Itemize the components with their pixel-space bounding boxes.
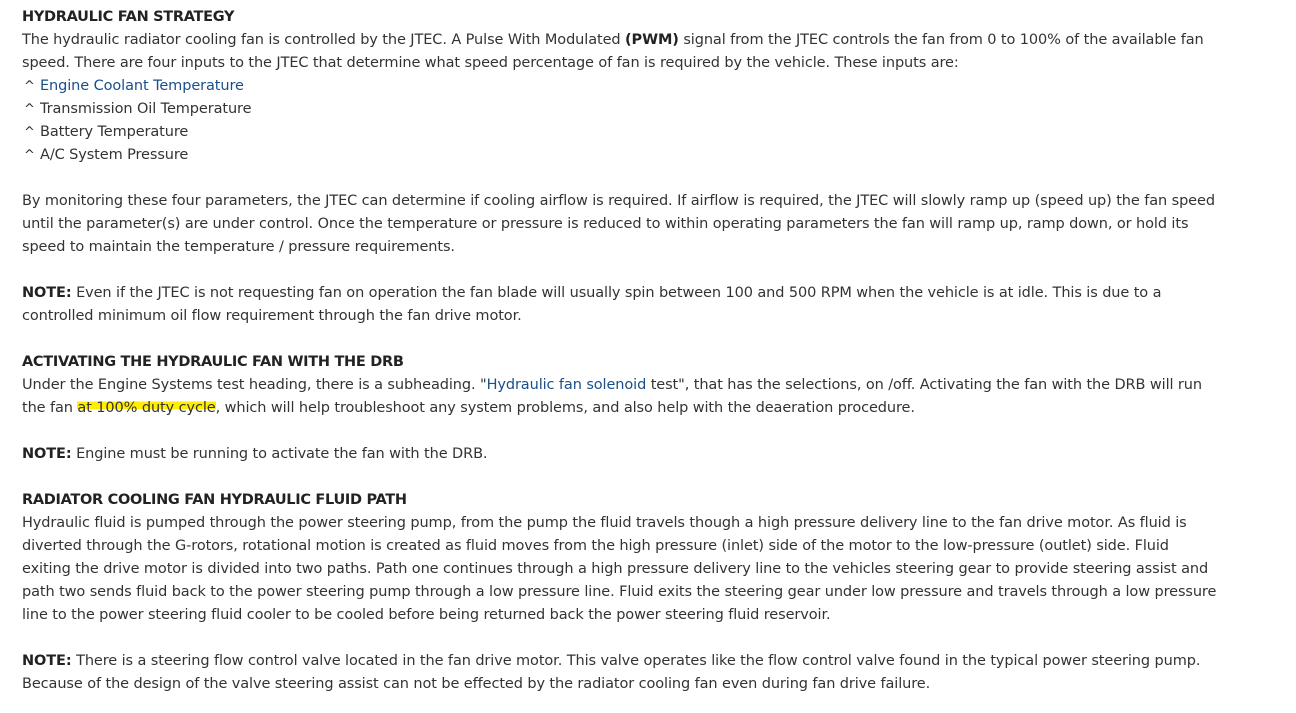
note-text: Engine must be running to activate the fan with the DRB. (71, 446, 488, 462)
list-item (22, 121, 1222, 144)
list-item (22, 144, 1222, 167)
activation-paragraph (22, 374, 1222, 420)
engine-coolant-temperature-link[interactable]: Engine Coolant Temperature (40, 78, 244, 94)
intro-text-a: The hydraulic radiator cooling fan is controlled by the JTEC. A Pulse With Modulated (22, 32, 626, 48)
note-text: There is a steering flow control valve located in the fan drive motor. This valve operates like the flow control valve found in the typical power steering pump. Because of the design of the valve steering assist can not be effected by the radiator cooling fan even during fan drive failure. (22, 653, 1201, 692)
spacer (22, 328, 1222, 351)
list-item (22, 98, 1222, 121)
fluid-path-paragraph: Hydraulic fluid is pumped through the power steering pump, from the pump the fluid travels though a high pressure delivery line to the fan drive motor. As fluid is diverted through the G-rotors, rotational motion is created as fluid moves from the high pressure (inlet) side of the motor to the low-pressure (outlet) side. Fluid exiting the drive motor is divided into two paths. Path one continues through a high pressure delivery line to the vehicles steering gear to provide steering assist and path two sends fluid back to the power steering pump through a low pressure line. Fluid exits the steering gear under low pressure and travels through a low pressure line to the power steering fluid cooler to be cooled before being returned back the power steering fluid reservoir. (22, 515, 1217, 623)
activation-text-c: , which will help troubleshoot any system problems, and also help with the deaeration procedure. (215, 400, 915, 416)
spacer (22, 259, 1222, 282)
hydraulic-fan-solenoid-link[interactable]: Hydraulic fan solenoid (486, 377, 647, 393)
note-label: NOTE: (22, 446, 72, 462)
spacer (22, 167, 1222, 190)
note-paragraph (22, 443, 1222, 466)
section-heading-hydraulic-fan-strategy: HYDRAULIC FAN STRATEGY (22, 9, 235, 25)
inputs-list (22, 75, 1222, 167)
monitoring-paragraph: By monitoring these four parameters, the JTEC can determine if cooling airflow is required. If airflow is required, the JTEC will slowly ramp up (speed up) the fan speed until the parameter(s) are under control. Once the temperature or pressure is reduced to within operating parameters the fan will ramp up, ramp down, or hold its speed to maintain the temperature / pressure requirements. (22, 193, 1215, 255)
spacer (22, 420, 1222, 443)
intro-paragraph (22, 29, 1222, 75)
list-item-label: Transmission Oil Temperature (40, 101, 252, 117)
note-paragraph (22, 282, 1222, 328)
spacer (22, 627, 1222, 650)
spacer (22, 466, 1222, 489)
list-item-label: Battery Temperature (40, 124, 189, 140)
document (22, 6, 1222, 696)
section-heading-fluid-path: RADIATOR COOLING FAN HYDRAULIC FLUID PATH (22, 492, 407, 508)
pwm-bold: (PWM) (625, 32, 679, 48)
note-paragraph (22, 650, 1222, 696)
activation-text-a: Under the Engine Systems test heading, there is a subheading. " (22, 377, 487, 393)
caret-icon: ^ (24, 148, 35, 163)
caret-icon: ^ (24, 102, 35, 117)
caret-icon: ^ (24, 79, 35, 94)
note-text: Even if the JTEC is not requesting fan on operation the fan blade will usually spin between 100 and 500 RPM when the vehicle is at idle. This is due to a controlled minimum oil flow requirement through the fan drive motor. (22, 285, 1162, 324)
activation-text-b: test", that has the selections, on /off. Activating the fan with the DRB will run the fan (22, 377, 1202, 416)
section-heading-activating-fan: ACTIVATING THE HYDRAULIC FAN WITH THE DRB (22, 354, 404, 370)
note-label: NOTE: (22, 285, 72, 301)
caret-icon: ^ (24, 125, 35, 140)
duty-cycle-highlight: at 100% duty cycle (77, 400, 216, 416)
intro-text-b: signal from the JTEC controls the fan from 0 to 100% of the available fan speed. There are four inputs to the JTEC that determine what speed percentage of fan is required by the vehicle. These inputs are: (22, 32, 1204, 71)
list-item-label: A/C System Pressure (40, 147, 189, 163)
list-item[interactable] (22, 75, 1222, 98)
note-label: NOTE: (22, 653, 72, 669)
